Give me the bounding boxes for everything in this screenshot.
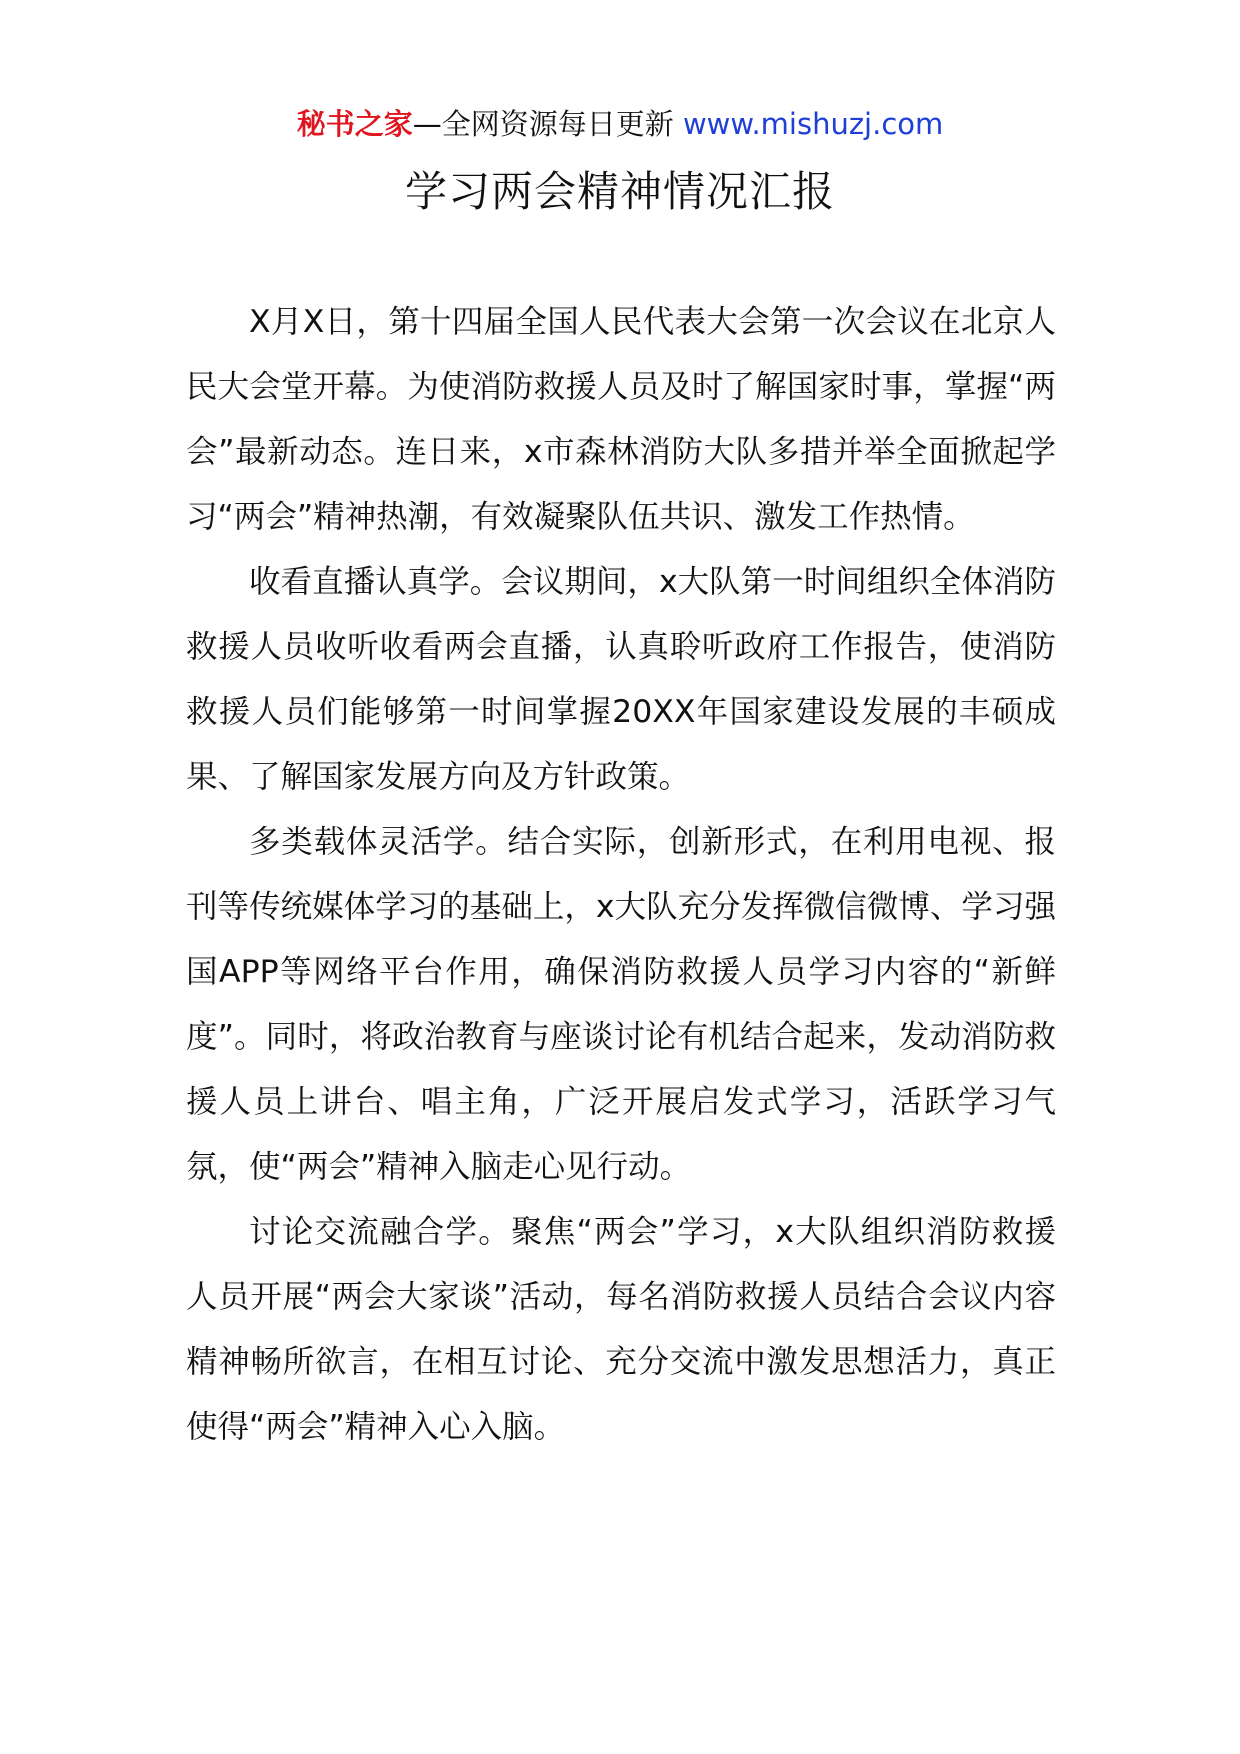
site-header [0, 104, 1240, 144]
header-slogan: —全网资源每日更新 [412, 107, 674, 141]
site-url-link[interactable]: www.mishuzj.com [682, 107, 944, 141]
paragraph-multiple-carriers: 多类载体灵活学。结合实际，创新形式，在利用电视、报刊等传统媒体学习的基础上，x大队充分发挥微信微博、学习强国APP等网络平台作用，确保消防救援人员学习内容的“新鲜度”。同时，将政治教育与座谈讨论有机结合起来，发动消防救援人员上讲台、唱主角，广泛开展启发式学习，活跃学习气氛，使“两会”精神入脑走心见行动。 [186, 824, 1056, 1185]
document-title: 学习两会精神情况汇报 [404, 167, 835, 216]
brand-name: 秘书之家 [296, 107, 413, 141]
paragraph-live-broadcast: 收看直播认真学。会议期间，x大队第一时间组织全体消防救援人员收听收看两会直播，认真聆听政府工作报告，使消防救援人员们能够第一时间掌握20XX年国家建设发展的丰硕成果、了解国家发展方向及方针政策。 [186, 564, 1056, 795]
paragraph-intro: X月X日，第十四届全国人民代表大会第一次会议在北京人民大会堂开幕。为使消防救援人员及时了解国家时事，掌握“两会”最新动态。连日来，x市森林消防大队多措并举全面掀起学习“两会”精神热潮，有效凝聚队伍共识、激发工作热情。 [186, 304, 1056, 535]
document-body [186, 290, 1056, 1460]
paragraph-discussion: 讨论交流融合学。聚焦“两会”学习，x大队组织消防救援人员开展“两会大家谈”活动，每名消防救援人员结合会议内容精神畅所欲言，在相互讨论、充分交流中激发思想活力，真正使得“两会”精神入心入脑。 [186, 1214, 1056, 1445]
